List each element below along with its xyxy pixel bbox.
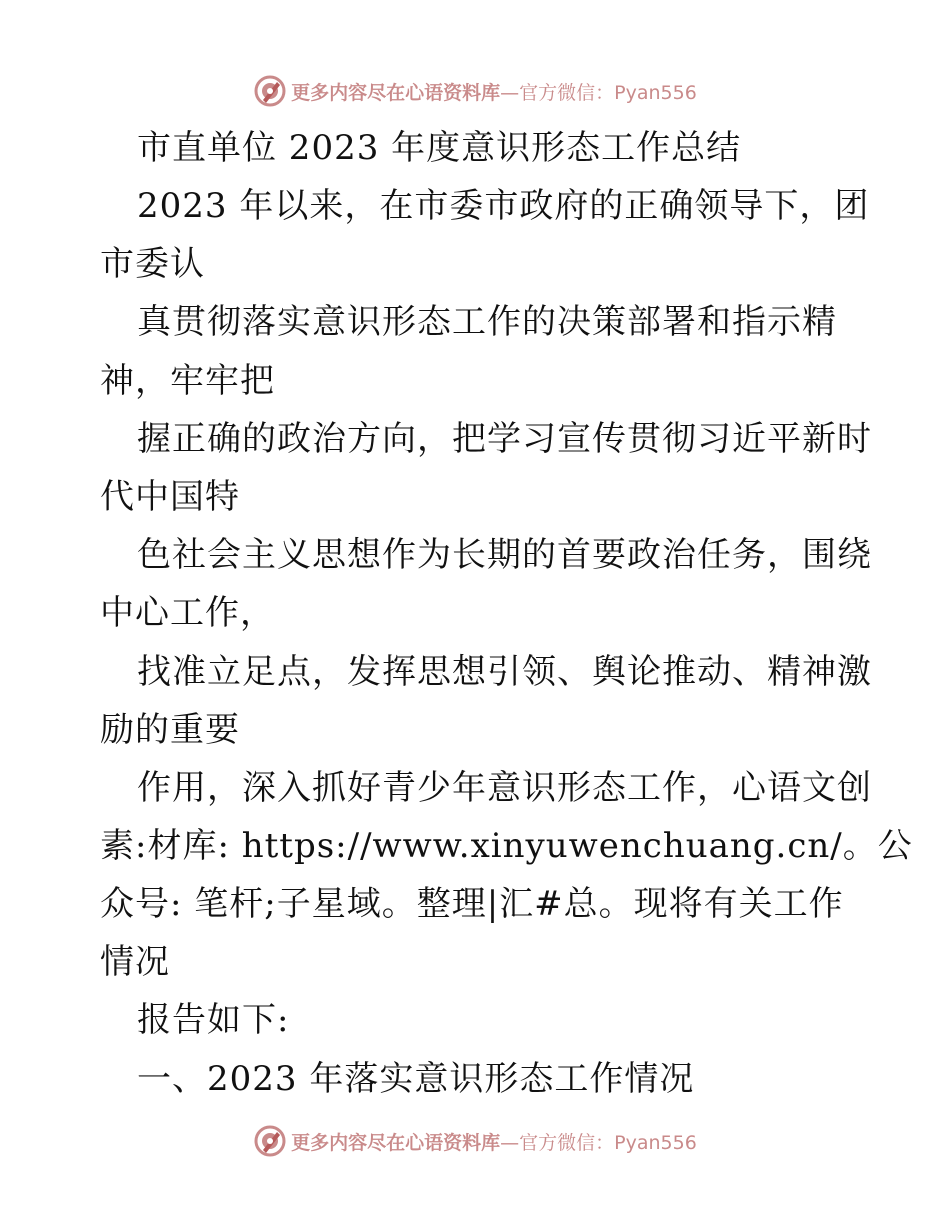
paragraph-line: 素:材库: https://www.xinyuwenchuang.cn/。公 (100, 826, 913, 866)
paragraph-line: 报告如下: (137, 1000, 290, 1040)
paragraph-line: 情况 (100, 942, 170, 982)
header-watermark (0, 71, 950, 111)
pen-logo-icon (253, 74, 287, 108)
paragraph-line: 作用，深入抓好青少年意识形态工作，心语文创 (137, 768, 872, 808)
watermark-text: 更多内容尽在心语资料库 (291, 1131, 501, 1154)
paragraph-line: 2023 年以来，在市委市政府的正确领导下，团 (137, 186, 870, 226)
paragraph-line: 神，牢牢把 (100, 361, 275, 401)
watermark-contact: —官方微信：Pyan556 (500, 81, 697, 104)
watermark-contact: —官方微信：Pyan556 (500, 1131, 697, 1154)
paragraph-line: 色社会主义思想作为长期的首要政治任务，围绕 (137, 535, 872, 575)
pen-logo-icon (253, 1124, 287, 1158)
paragraph-line: 励的重要 (100, 710, 240, 750)
footer-watermark (0, 1121, 950, 1161)
paragraph-line: 找准立足点，发挥思想引领、舆论推动、精神激 (137, 652, 872, 692)
paragraph-line: 市委认 (100, 244, 205, 284)
section-heading: 一、2023 年落实意识形态工作情况 (137, 1059, 695, 1099)
paragraph-line: 代中国特 (100, 477, 240, 517)
paragraph-line: 真贯彻落实意识形态工作的决策部署和指示精 (137, 302, 837, 342)
document-title: 市直单位 2023 年度意识形态工作总结 (137, 128, 742, 168)
paragraph-line: 握正确的政治方向，把学习宣传贯彻习近平新时 (137, 419, 872, 459)
paragraph-line: 中心工作， (100, 593, 275, 633)
paragraph-line: 众号: 笔杆;子星域。整理|汇#总。现将有关工作 (100, 884, 844, 924)
watermark-text: 更多内容尽在心语资料库 (291, 81, 501, 104)
